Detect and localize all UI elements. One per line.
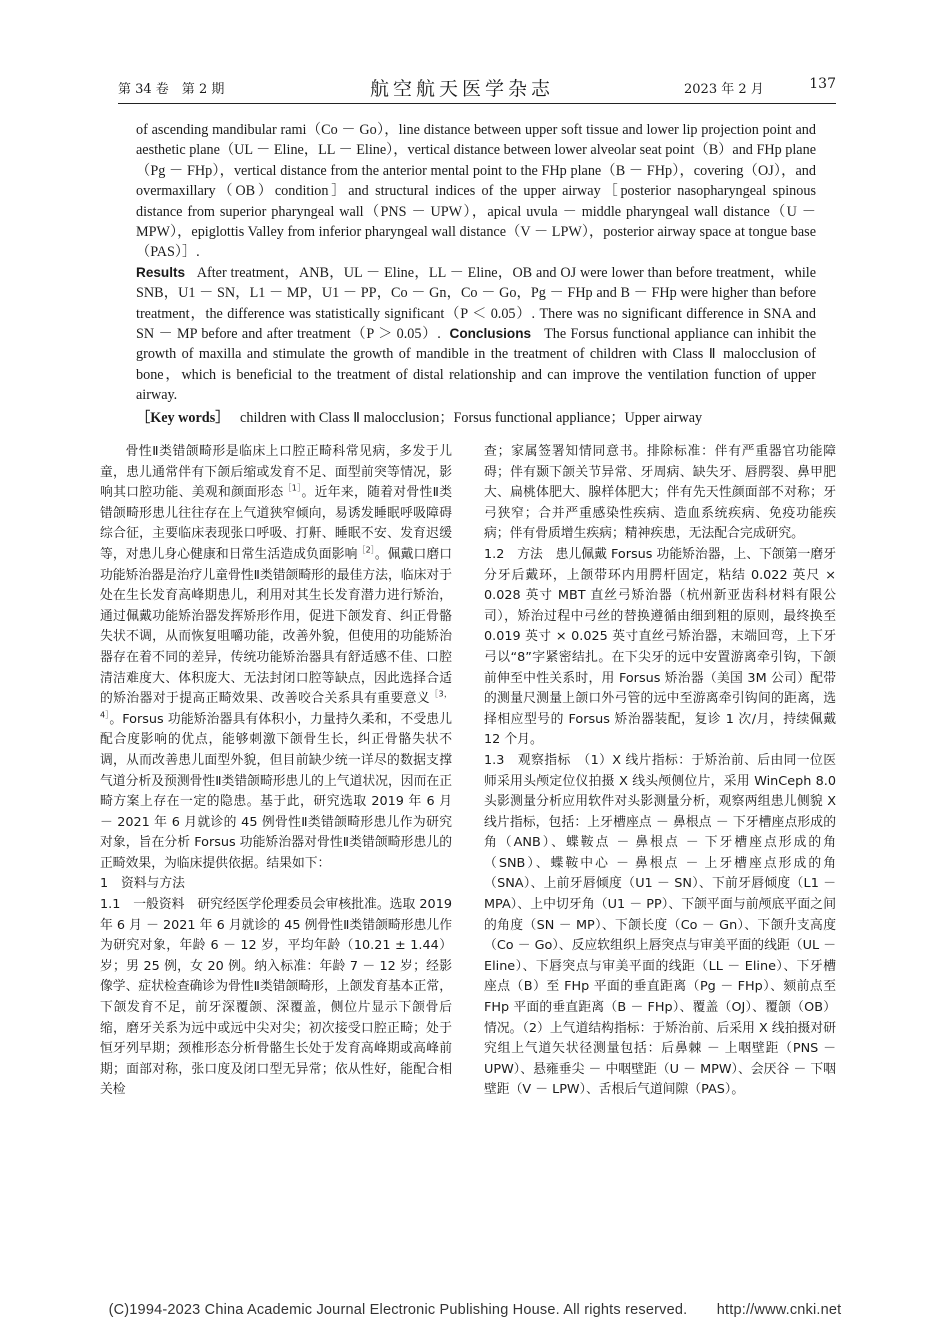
section-heading-materials-methods: 1 资料与方法: [100, 876, 185, 892]
citation-1: ［1］: [283, 483, 302, 493]
running-header: [118, 74, 836, 98]
intro-text-1: 骨性Ⅱ类错颌畸形是临床上口腔正畸科常见病，多发于儿童，患儿通常伴有下颌后缩或发育不足、面型前突等情况，影响其口腔功能、美观和颜面形态: [100, 444, 452, 501]
conclusions-text: The Forsus functional appliance can inhibit the growth of maxilla and stimulate the growth of mandible in the treatment of children with Class Ⅱ malocclusion of bone，which is beneficial to the treatment of distal relationship and can improve the ventilation function of upper airway.: [136, 326, 817, 404]
results-label: Results: [136, 264, 186, 280]
right-column: [484, 442, 836, 1101]
intro-text-2: 。近年来，随着对骨性Ⅱ类错颌畸形患儿往往存在上气道狭窄倾向，易诱发睡眠呼吸障碍综合征，主要临床表现张口呼吸、打鼾、睡眠不安、发育迟缓等，对患儿身心健康和日常生活造成负面影响: [100, 485, 453, 562]
copyright-footer: (C)1994-2023 China Academic Journal Electronic Publishing House. All rights reserved. http://www.cnki.net: [108, 1302, 842, 1318]
keywords-text: children with Class Ⅱ malocclusion；Forsus functional appliance；Upper airway: [240, 409, 703, 426]
citation-2: ［2］: [357, 545, 375, 555]
conclusions-label: Conclusions: [449, 326, 532, 342]
abstract-results: [136, 263, 816, 406]
subsection-general-data: 1.1 一般资料 研究经医学伦理委员会审核批准。选取 2019 年 6 月 － 2021 年 6 月就诊的 45 例骨性Ⅱ类错颌畸形患儿作为研究对象，年龄 6 － 12 岁，平均年龄（10.21 ± 1.44）岁；男 25 例，女 20 例。纳入标准：年龄 7 － 12 岁；经影像学、症状检查确诊为骨性Ⅱ类错颌畸形，上颌发育基本正常，下颌发育不足，前牙深覆颌、深覆盖，侧位片显示下颌骨后缩，磨牙关系为远中或远中尖对尖；初次接受口腔正畸；处于恒牙列早期；颈椎形态分析骨骼生长处于发育高峰期或高峰前期；面部对称，张口度及闭口型无异常；依从性好，能配合相关检: [100, 897, 452, 1098]
page-number: 137: [809, 76, 836, 92]
abstract-methods-text: of ascending mandibular rami（Co － Go），line distance between upper soft tissue and lower lip projection point and aesthetic plane（UL － Eline，LL － Eline），vertical distance between lower alveolar seat point（B）and FHp plane（Pg － FHp），vertical distance from the anterior mental point to the FHp plane（B － FHp），covering（OJ），and overmaxillary（OB）condition］and structural indices of the upper airway［posterior nasopharyngeal spinous distance from superior pharyngeal wall（PNS － UPW），apical uvula － middle pharyngeal wall distance（U － MPW），epiglottis Valley from inferior pharyngeal wall distance（V － LPW），posterior airway space at tongue base（PAS）］.: [136, 122, 816, 261]
issue-date: 2023 年 2 月: [684, 82, 764, 97]
volume-issue: 第 34 卷 第 2 期: [118, 82, 225, 97]
introduction-paragraph: [100, 442, 452, 874]
header-rule: [118, 103, 836, 104]
journal-title: 航空航天医学杂志: [370, 78, 555, 100]
subsection-methods: 1.2 方法 患儿佩戴 Forsus 功能矫治器，上、下颌第一磨牙分牙后戴环，上颌带环内用腭杆固定，粘结 0.022 英尺 × 0.028 英寸 MBT 直丝弓矫治器（杭州新亚齿科材料有限公司），矫治过程中弓丝的替换遵循由细到粗的原则，最终换至 0.019 英寸 × 0.025 英寸直丝弓矫治器，末端回弯，上下牙弓以“8”字紧密结扎。在下尖牙的远中安置游离牵引钩，下颌前伸至中性关系时，用 Forsus 矫治器（美国 3M 公司）配带的测量尺测量上颌口外弓管的远中至游离牵引钩间的距离，选择相应型号的 Forsus 矫治器装配，复诊 1 次/月，持续佩戴 12 个月。: [484, 546, 836, 748]
subsection-observation-indices: 1.3 观察指标 （1）X 线片指标：于矫治前、后由同一位医师采用头颅定位仪拍摄 X 线头颅侧位片，采用 WinCeph 8.0 头影测量分析应用软件对头影测量分析，观察两组患儿侧貌 X 线片指标，包括：上牙槽座点 － 鼻根点 － 下牙槽座点形成的角（ANB）、蝶鞍点 － 鼻根点 － 下牙槽座点形成的角（SNB）、蝶鞍中心 － 鼻根点 － 上牙槽座点形成的角（SNA）、上前牙唇倾度（U1 － SN）、下前牙唇倾度（L1 － MPA）、上中切牙角（U1 － PP）、下颌平面与前颅底平面之间的角度（SN － MP）、下颌长度（Co － Gn）、下颌升支高度（Co － Go）、反应软组织上唇突点与审美平面的线距（UL － Eline）、下唇突点与审美平面的线距（LL － Eline）、下牙槽座点（B）至 FHp 平面的垂直距离（Pg － FHp）、颏前点至 FHp 平面的垂直距离（B － FHp）、覆盖（OJ）、覆颌（OB）情况。（2）上气道结构指标：于矫治前、后采用 X 线拍摄对研究组上气道矢状径测量包括：后鼻棘 － 上咽壁距（PNS － UPW）、悬雍垂尖 － 中咽壁距（U － MPW）、会厌谷 － 下咽壁距（V － LPW）、舌根后气道间隙（PAS）。: [484, 752, 836, 1098]
keywords: [136, 408, 816, 428]
left-column: [100, 442, 452, 1101]
intro-text-3: 。佩戴口磨口功能矫治器是治疗儿童骨性Ⅱ类错颌畸形的最佳方法，临床对于处在生长发育高峰期患儿，利用对其生长发育潜力进行矫治，通过佩戴功能矫治器发挥矫形作用，促进下颌发育、纠正骨骼失状不调，从而恢复咀嚼功能，改善外貌，但使用的功能矫治器存在着不同的差异，传统功能矫治器具有舒适感不佳、口腔清洁难度大、体积庞大、无法封闭口腔等缺点，因此选择合适的矫治器对于提高正畸效果、改善咬合关系具有重要意义: [100, 546, 452, 707]
intro-text-4: 。Forsus 功能矫治器具有体积小，力量持久柔和，不受患儿配合度影响的优点，能够刺激下颌骨生长，纠正骨骼失状不调，从而改善患儿面型外貌，但目前缺少统一详尽的数据支撑气道分析及预测骨性Ⅱ类错颌畸形患儿的上气道状况，因而在正畸方案上存在一定的隐患。基于此，研究选取 2019 年 6 月 － 2021 年 6 月就诊的 45 例骨性Ⅱ类错颌畸形患儿作为研究对象，旨在分析 Forsus 功能矫治器对骨性Ⅱ类错颌畸形患儿的正畸效果，为临床提供依据。结果如下：: [100, 711, 452, 871]
citation-3-4: ［3，4］: [100, 689, 452, 720]
exclusion-criteria-paragraph: 查；家属签署知情同意书。排除标准：伴有严重器官功能障碍；伴有颞下颌关节异常、牙周病、缺失牙、唇腭裂、鼻甲肥大、扁桃体肥大、腺样体肥大；伴有先天性颜面部不对称；牙弓狭窄；合并严重感染性疾病、造血系统疾病、免疫功能疾病；伴有骨质增生疾病；精神疾患，无法配合完成研究。: [484, 444, 836, 542]
keywords-label: ［Key words］: [136, 409, 230, 426]
english-abstract: [136, 120, 816, 428]
results-text: After treatment，ANB，UL － Eline，LL － Eline，OB and OJ were lower than before treatment，while SNB，U1 － SN，L1 － MP，U1 － PP，Co － Gn，Co － Go，Pg － FHp and B － FHp were higher than before treatment，the difference was statistically significant（P ＜ 0.05）. There was no significant difference in SNA and SN － MP before and after treatment（P ＞ 0.05）.: [136, 264, 817, 343]
